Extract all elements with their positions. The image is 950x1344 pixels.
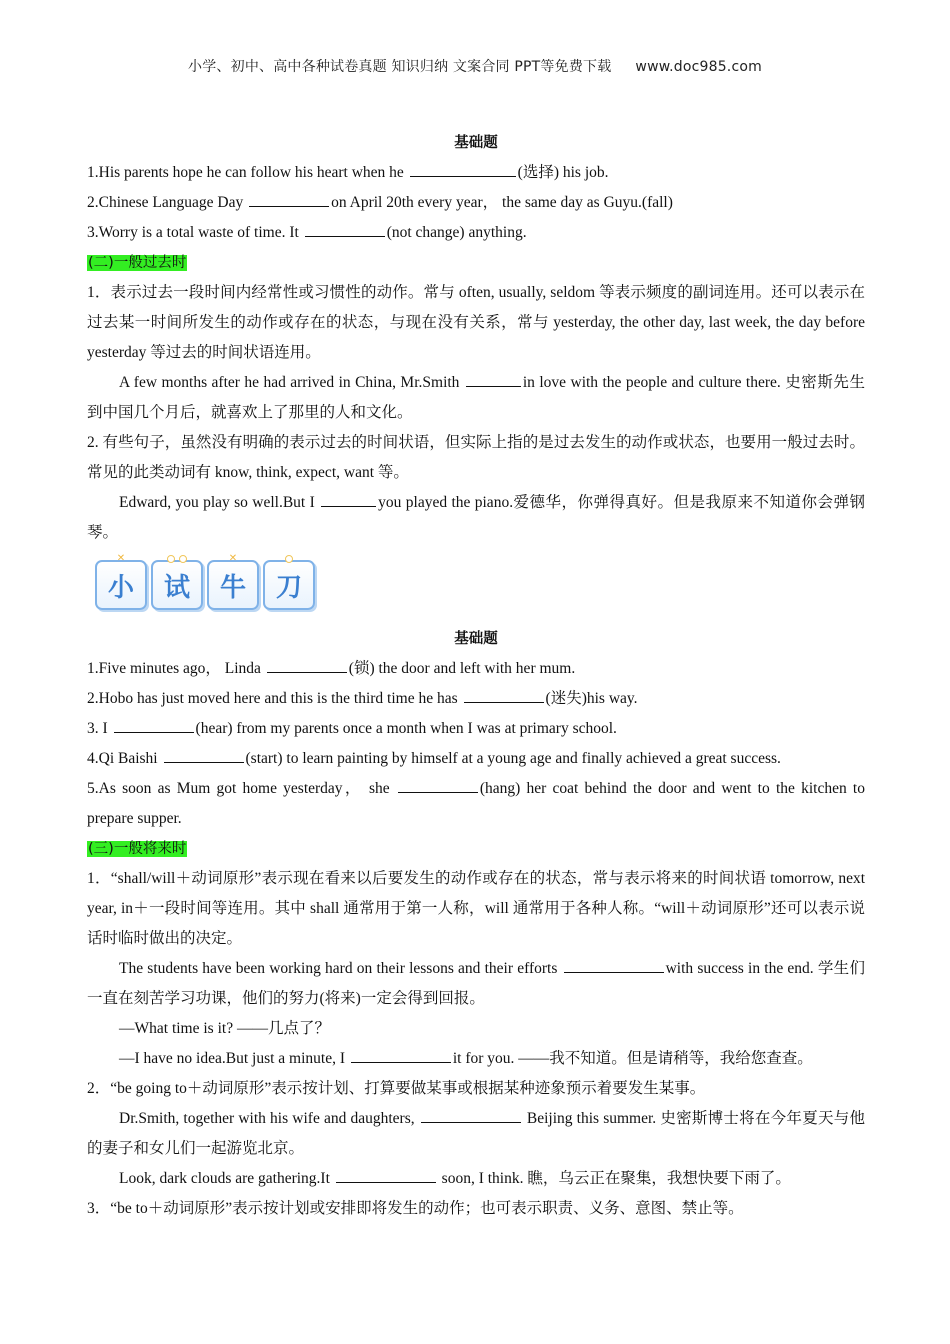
example-sentence: Dr.Smith, together with his wife and daughters, Beijing this summer. 史密斯博士将在今年夏天与他的妻子和女儿们一起游览北京。 bbox=[87, 1104, 865, 1164]
exercise-item: 4.Qi Baishi (start) to learn painting by himself at a young age and finally achieved a great success. bbox=[87, 744, 865, 774]
dialogue-line: —What time is it? ——几点了？ bbox=[119, 1020, 330, 1037]
exercise-item: 2.Hobo has just moved here and this is the third time he has (迷失)his way. bbox=[87, 684, 865, 714]
exercise-item: 2.Chinese Language Day on April 20th every year， the same day as Guyu.(fall) bbox=[87, 188, 865, 218]
exercise-item: 3. I (hear) from my parents once a month when I was at primary school. bbox=[87, 714, 865, 744]
answer-blank[interactable] bbox=[410, 159, 516, 177]
answer-blank[interactable] bbox=[564, 955, 664, 973]
exercise-item: 5.As soon as Mum got home yesterday， she (hang) her coat behind the door and went to the kitchen to prepare supper. bbox=[87, 774, 865, 834]
practice-badge bbox=[95, 553, 865, 610]
grammar-rule: 2. 有些句子，虽然没有明确的表示过去的时间状语，但实际上指的是过去发生的动作或状态，也要用一般过去时。常见的此类动词有 know, think, expect, want 等。 bbox=[87, 434, 865, 481]
dialogue-line: —I have no idea.But just a minute, I it for you. ——我不知道。但是请稍等，我给您查查。 bbox=[87, 1044, 865, 1074]
answer-blank[interactable] bbox=[305, 219, 385, 237]
example-sentence: Look, dark clouds are gathering.It soon, I think. 瞧，乌云正在聚集，我想快要下雨了。 bbox=[87, 1164, 865, 1194]
answer-blank[interactable] bbox=[336, 1165, 436, 1183]
answer-blank[interactable] bbox=[398, 775, 478, 793]
answer-blank[interactable] bbox=[267, 655, 347, 673]
example-sentence: A few months after he had arrived in China, Mr.Smith in love with the people and culture there. 史密斯先生到中国几个月后，就喜欢上了那里的人和文化。 bbox=[87, 368, 865, 428]
exercise-item: 1.His parents hope he can follow his heart when he (选择) his job. bbox=[87, 158, 865, 188]
answer-blank[interactable] bbox=[466, 369, 521, 387]
answer-blank[interactable] bbox=[464, 685, 544, 703]
answer-blank[interactable] bbox=[321, 489, 376, 507]
badge-tile: ✕ 小 bbox=[95, 560, 147, 610]
header-url[interactable]: www.doc985.com bbox=[635, 59, 762, 75]
answer-blank[interactable] bbox=[164, 745, 244, 763]
answer-blank[interactable] bbox=[114, 715, 194, 733]
exercise-item: 1.Five minutes ago， Linda (锁) the door and left with her mum. bbox=[87, 654, 865, 684]
grammar-rule: 2．“be going to＋动词原形”表示按计划、打算要做某事或根据某种迹象预示着要发生某事。 bbox=[87, 1080, 706, 1097]
badge-tile: 试 bbox=[151, 560, 203, 610]
page-header bbox=[0, 56, 950, 76]
answer-blank[interactable] bbox=[421, 1105, 521, 1123]
example-sentence: The students have been working hard on their lessons and their efforts with success in the end. 学生们一直在刻苦学习功课，他们的努力(将来)一定会得到回报。 bbox=[87, 954, 865, 1014]
header-text: 小学、初中、高中各种试卷真题 知识归纳 文案合同 PPT等免费下载 bbox=[188, 59, 612, 75]
section-title: 基础题 bbox=[454, 631, 498, 647]
example-sentence: Edward, you play so well.But I you played the piano.爱德华，你弹得真好。但是我原来不知道你会弹钢琴。 bbox=[87, 488, 865, 548]
grammar-rule: 1．表示过去一段时间内经常性或习惯性的动作。常与 often, usually, seldom 等表示频度的副词连用。还可以表示在过去某一时间所发生的动作或存在的状态，与现在没有关系，常与 yesterday, the other day, last week, the day before yesterday 等过去的时间状语连用。 bbox=[87, 284, 865, 361]
answer-blank[interactable] bbox=[249, 189, 329, 207]
exercise-item: 3.Worry is a total waste of time. It (not change) anything. bbox=[87, 218, 865, 248]
grammar-rule: 3．“be to＋动词原形”表示按计划或安排即将发生的动作；也可表示职责、义务、意图、禁止等。 bbox=[87, 1200, 744, 1217]
badge-tile: ✕ 牛 bbox=[207, 560, 259, 610]
grammar-rule: 1．“shall/will＋动词原形”表示现在看来以后要发生的动作或存在的状态，常与表示将来的时间状语 tomorrow, next year, in＋一段时间等连用。其中 shall 通常用于第一人称，will 通常用于各种人称。“will＋动词原形”还可以表示说话时临时做出的决定。 bbox=[87, 870, 865, 947]
section-heading-future: (三)一般将来时 bbox=[88, 841, 187, 857]
badge-tile: 刀 bbox=[263, 560, 315, 610]
section-heading-past: (二)一般过去时 bbox=[88, 255, 187, 271]
section-title: 基础题 bbox=[454, 135, 498, 151]
answer-blank[interactable] bbox=[351, 1045, 451, 1063]
document-body bbox=[87, 128, 865, 1224]
